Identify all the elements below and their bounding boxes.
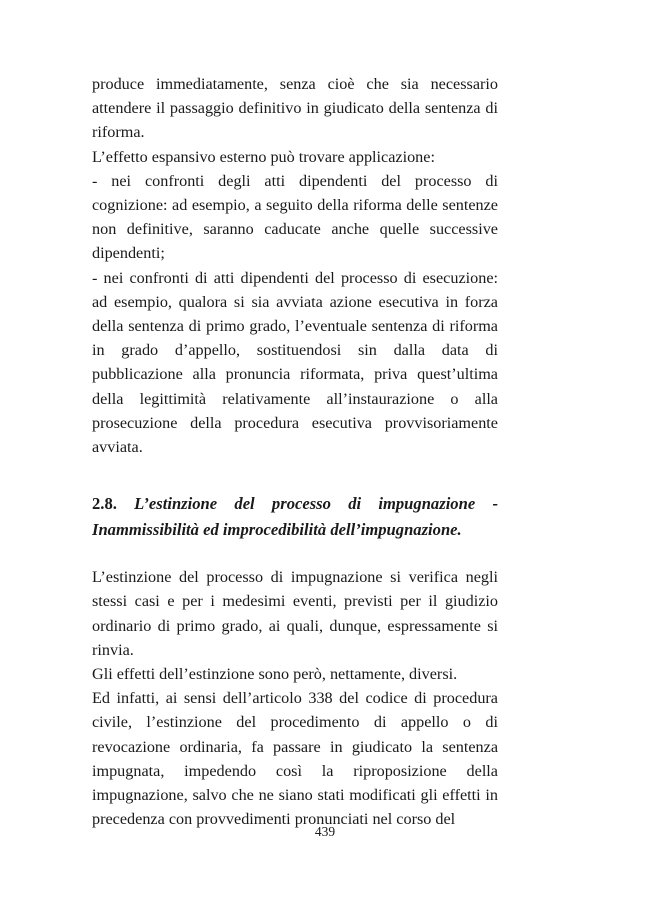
paragraph-esecuzione: - nei confronti di atti dipendenti del processo di esecuzione: ad esempio, qualora si sia avviata azione esecutiva in forza della sentenza di primo grado, l’eventuale sentenza di riforma in grado d’appello, sostituendosi sin dalla data di pubblicazione alla pronuncia riformata, priva quest’ultima della legittimità relativamente all’instaurazione o alla prosecuzione della procedura esecutiva provvisoriamente avviata. [92,268,498,457]
section-number: 2.8. [92,494,117,514]
paragraph-effetti: Gli effetti dell’estinzione sono però, nettamente, diversi. [92,665,458,684]
paragraph-estinzione: L’estinzione del processo di impugnazione si verifica negli stessi casi e per i medesimi eventi, previsti per il giudizio ordinario di primo grado, ai quali, dunque, espressamente si rinvia. [92,568,498,659]
paragraph-riforma: produce immediatamente, senza cioè che sia necessario attendere il passaggio definitivo in giudicato della sentenza di riforma. [92,75,498,142]
document-page [92,72,498,831]
spacer [92,543,498,565]
paragraph-cognizione: - nei confronti degli atti dipendenti del processo di cognizione: ad esempio, a seguito della riforma delle sentenze non definitive, saranno caducate anche quelle successive dipendenti; [92,171,498,263]
paragraph-effetto-espansivo: L’effetto espansivo esterno può trovare applicazione: [92,147,435,166]
section-heading [92,491,498,543]
section-title: L’estinzione del processo di impugnazione - Inammissibilità ed improcedibilità dell’impugnazione. [92,494,498,540]
paragraph-articolo-338: Ed infatti, ai sensi dell’articolo 338 del codice di procedura civile, l’estinzione del procedimento di appello o di revocazione ordinaria, fa passare in giudicato la sentenza impugnata, impedendo così la riproposizione della impugnazione, salvo che ne siano stati modificati gli effetti in precedenza con provvedimenti pronunciati nel corso del [92,689,498,829]
page-number: 439 [314,824,336,839]
